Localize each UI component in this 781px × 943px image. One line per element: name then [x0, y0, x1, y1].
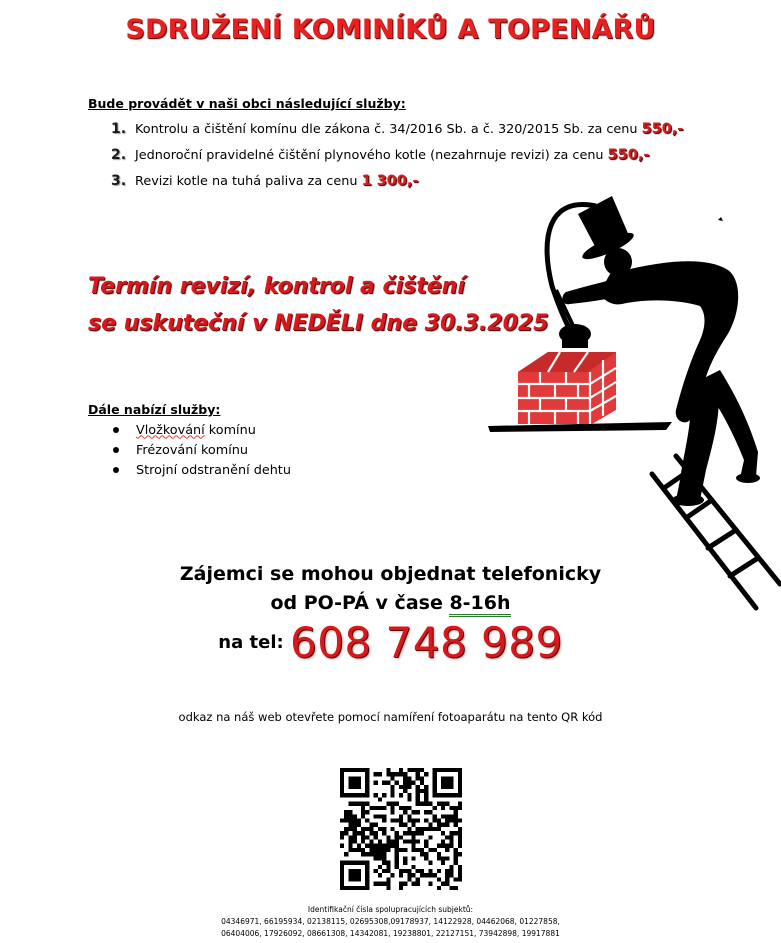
service-text: Revizi kotle na tuhá paliva za cenu	[135, 173, 358, 189]
bullet-icon	[113, 467, 119, 473]
spellcheck-word: Vložkování	[136, 422, 205, 438]
phone-line	[0, 618, 781, 667]
extra-service-item	[112, 460, 291, 480]
contact-hours: 8-16h	[449, 592, 510, 617]
ids-line: 06404006, 17926092, 08661308, 14342081, 19238801, 22127151, 73942898, 19917881	[221, 929, 560, 938]
phone-label: na tel:	[218, 632, 290, 653]
appointment-date-notice	[88, 268, 549, 342]
chimney-sweep-icon	[486, 186, 781, 611]
service-number: 1.	[111, 121, 127, 137]
qr-caption: odkaz na náš web otevřete pomocí namíření fotoaparátu na tento QR kód	[178, 710, 603, 724]
extra-service-item	[112, 420, 291, 440]
service-number: 3.	[111, 173, 127, 189]
service-price: 550,-	[607, 147, 650, 163]
bullet-icon	[113, 427, 119, 433]
extra-services-heading: Dále nabízí služby:	[88, 402, 221, 417]
extra-service-text-rest: komínu	[204, 422, 256, 438]
service-price: 1 300,-	[361, 173, 419, 189]
bullet-icon	[113, 447, 119, 453]
service-item	[111, 116, 683, 142]
contact-days: od PO-PÁ v čase	[270, 592, 450, 614]
appointment-line-1: Termín revizí, kontrol a čištění	[88, 274, 465, 299]
extra-services-list	[112, 420, 291, 480]
extra-service-item	[112, 440, 291, 460]
appointment-line-2: se uskuteční v NEDĚLI dne 30.3.2025	[88, 311, 549, 336]
contact-line-1: Zájemci se mohou objednat telefonicky	[179, 563, 602, 585]
extra-service-text: Strojní odstranění dehtu	[136, 462, 291, 478]
phone-number[interactable]: 608 748 989	[289, 618, 563, 667]
services-heading: Bude provádět v naši obci následující služby:	[88, 96, 406, 111]
service-item	[111, 142, 683, 168]
service-number: 2.	[111, 147, 127, 163]
ids-line: 04346971, 66195934, 02138115, 02695308,09178937, 14122928, 04462068, 01227858,	[221, 917, 560, 926]
page-title: SDRUŽENÍ KOMINÍKŮ A TOPENÁŘŮ	[125, 14, 656, 45]
service-text: Jednoroční pravidelné čištění plynového kotle (nezahrnuje revizi) za cenu	[135, 147, 604, 163]
extra-service-text: Frézování komínu	[136, 442, 249, 458]
service-text: Kontrolu a čištění komínu dle zákona č. 34/2016 Sb. a č. 320/2015 Sb. za cenu	[135, 121, 638, 137]
service-price: 550,-	[641, 121, 684, 137]
services-list	[111, 116, 683, 194]
extra-service-text	[136, 423, 256, 438]
qr-code-icon[interactable]	[340, 768, 462, 890]
contact-line-2	[0, 592, 781, 614]
ids-title: Identifikační čísla spolupracujících subjektů:	[307, 905, 474, 914]
